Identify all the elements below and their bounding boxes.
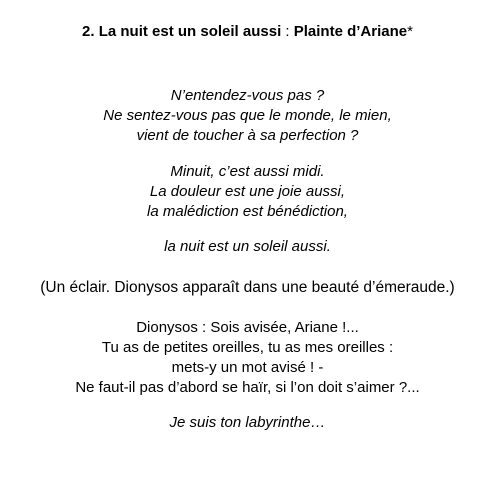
dialogue-line: Tu as de petites oreilles, tu as mes oreilles : <box>101 339 394 356</box>
stanza-1 <box>0 86 495 146</box>
closing-text: Je suis ton labyrinthe… <box>169 414 326 431</box>
dialogue-block <box>0 318 495 398</box>
verse-line: vient de toucher à sa perfection ? <box>136 127 359 144</box>
stanza-2 <box>0 162 495 222</box>
verse-line: La douleur est une joie aussi, <box>149 183 346 200</box>
dialogue-line: Dionysos : Sois avisée, Ariane !... <box>136 319 359 336</box>
dialogue-line: Ne faut-il pas d’abord se haïr, si l’on doit s’aimer ?... <box>75 379 420 396</box>
section-title <box>0 22 495 41</box>
title-subject: Plainte d’Ariane <box>293 23 408 40</box>
stage-direction-text: (Un éclair. Dionysos apparaît dans une beauté d’émeraude.) <box>40 279 455 296</box>
verse-line: la nuit est un soleil aussi. <box>164 238 331 255</box>
footnote-mark: * <box>407 23 413 40</box>
title-text: 2. La nuit est un soleil aussi <box>82 23 282 40</box>
stanza-3 <box>0 237 495 257</box>
verse-line: Ne sentez-vous pas que le monde, le mien, <box>103 107 392 124</box>
stage-direction <box>0 278 495 298</box>
verse-line: Minuit, c’est aussi midi. <box>170 163 325 180</box>
verse-line: la malédiction est bénédiction, <box>147 203 348 220</box>
dialogue-line: mets-y un mot avisé ! - <box>171 359 324 376</box>
title-separator: : <box>281 23 294 40</box>
verse-line: N’entendez-vous pas ? <box>170 87 325 104</box>
closing-line <box>0 413 495 433</box>
